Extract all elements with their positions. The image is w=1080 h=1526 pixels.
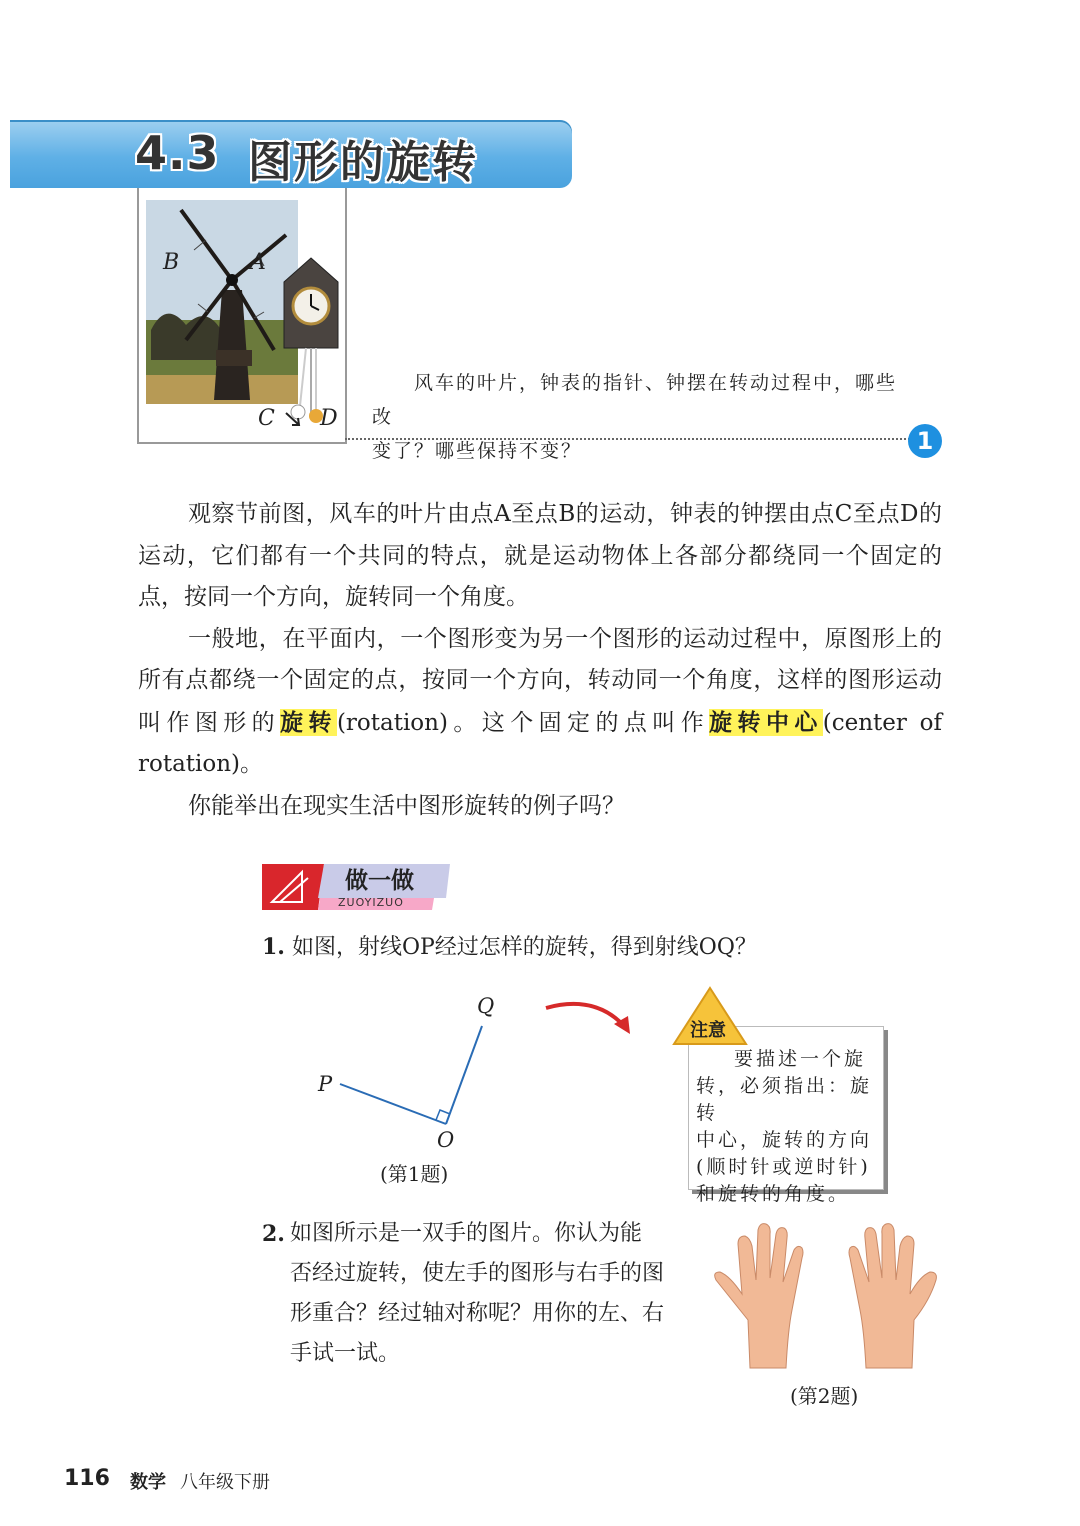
arrow-c-to-d-icon [284, 410, 304, 428]
intro-line-1: 风车的叶片，钟表的指针、钟摆在转动过程中，哪些改 [372, 372, 898, 428]
term-center-of-rotation: 旋转中心 [709, 708, 823, 736]
dotted-divider [345, 438, 910, 440]
note-line: (顺时针或逆时针) [696, 1156, 871, 1178]
note-line: 转，必须指出：旋转 [696, 1075, 873, 1124]
label-o: O [437, 1128, 455, 1152]
question-2-number: 2. [262, 1221, 285, 1247]
label-d: D [320, 406, 338, 431]
page-number: 116 [64, 1466, 110, 1491]
note-line: 要描述一个旋 [734, 1048, 867, 1070]
label-q: Q [477, 994, 495, 1018]
question-2-line: 否经过旋转，使左手的图形与右手的图 [290, 1261, 665, 1286]
paragraph-2-text-c: (center of rotation)。 [138, 709, 942, 777]
question-1-number: 1. [262, 934, 285, 960]
note-line: 中心，旋转的方向 [696, 1129, 873, 1151]
activity-title: 做一做 [345, 868, 414, 894]
intro-line-2: 变了？哪些保持不变？ [372, 440, 583, 462]
label-c: C [258, 406, 275, 431]
windmill-photo [146, 200, 298, 404]
question-2-line: 如图所示是一双手的图片。你认为能 [290, 1221, 643, 1246]
paragraph-2-text-a: 一般地，在平面内，一个图形变为另一个图形的运动过程中，原图形上的所有点都绕一个固定的点，按同一个方向，转动同一个角度，这样的图形运动叫作图形的 [138, 625, 942, 736]
question-1-text: 如图，射线OP经过怎样的旋转，得到射线OQ？ [291, 935, 757, 960]
label-p: P [318, 1072, 333, 1096]
note-title: 注意 [690, 1020, 726, 1041]
section-title: 图形的旋转 [248, 137, 478, 188]
caption-question-1: (第1题) [380, 1162, 449, 1186]
activity-pinyin: ZUOYIZUO [338, 896, 404, 909]
section-number: 4.3 [135, 126, 220, 180]
curved-arrow-icon [540, 996, 640, 1040]
term-rotation: 旋转 [280, 708, 337, 736]
caption-question-2: (第2题) [790, 1384, 859, 1408]
number-badge: 1 [908, 424, 942, 458]
footer-grade: 八年级下册 [180, 1472, 270, 1493]
paragraph-2-text-b: (rotation)。这个固定的点叫作 [336, 709, 710, 736]
label-a: A [250, 250, 266, 275]
hands-image [710, 1220, 940, 1370]
intro-question [372, 366, 912, 468]
question-2-line: 手试一试。 [290, 1341, 401, 1366]
question-2-line: 形重合？经过轴对称呢？用你的左、右 [290, 1301, 665, 1326]
footer-book-info [130, 1468, 270, 1494]
footer-subject: 数学 [130, 1472, 166, 1493]
body-text [138, 494, 942, 827]
question-1 [262, 930, 757, 961]
ray-diagram [330, 1010, 500, 1130]
paragraph-2 [138, 619, 942, 786]
paragraph-3: 你能举出在现实生活中图形旋转的例子吗？ [188, 792, 625, 819]
label-b: B [163, 250, 180, 275]
note-text [696, 1046, 880, 1208]
pendulum-clock-photo [282, 256, 340, 426]
note-line: 和旋转的角度。 [696, 1183, 851, 1205]
question-2-text [290, 1214, 710, 1374]
paragraph-1: 观察节前图，风车的叶片由点A至点B的运动，钟表的钟摆由点C至点D的运动，它们都有一个共同的特点，就是运动物体上各部分都绕同一个固定的点，按同一个方向，旋转同一个角度。 [138, 501, 942, 610]
